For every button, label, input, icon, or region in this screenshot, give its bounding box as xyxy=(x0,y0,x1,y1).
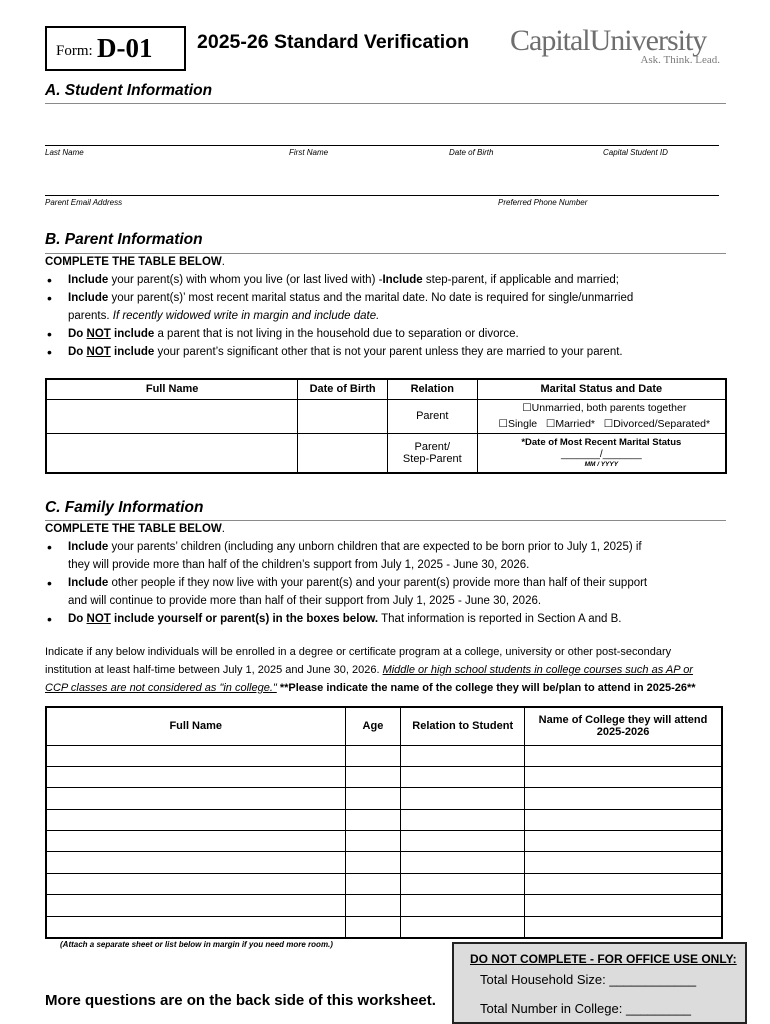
col-header: Relation to Student xyxy=(401,707,525,745)
marital-date-cell[interactable] xyxy=(477,433,726,473)
checkbox-single[interactable]: ☐Single xyxy=(498,418,538,430)
col-header: Name of College they will attend 2025-2026 xyxy=(525,707,722,745)
parent-2-name-cell[interactable] xyxy=(46,433,298,473)
contact-info-line[interactable] xyxy=(45,195,719,196)
logo-tagline: Ask. Think. Lead. xyxy=(640,54,720,66)
office-use-heading: DO NOT COMPLETE - FOR OFFICE USE ONLY: xyxy=(470,952,737,966)
section-a-rule xyxy=(45,103,726,104)
section-b-bullets xyxy=(45,271,633,361)
university-logo xyxy=(510,24,730,68)
relation-parent: Parent xyxy=(387,399,477,433)
marital-date-label: *Date of Most Recent Marital Status xyxy=(521,436,682,448)
attach-note: (Attach a separate sheet or list below in margin if you need more room.) xyxy=(60,940,333,949)
list-item: • Include your parent(s) with whom you live (or last lived with) -Include step-parent, if applicable and married; xyxy=(45,271,633,289)
table-row xyxy=(46,745,722,766)
parent-2-dob-cell[interactable] xyxy=(298,433,388,473)
table-row xyxy=(46,831,722,852)
dob-caption: Date of Birth xyxy=(449,148,494,157)
last-name-caption: Last Name xyxy=(45,148,84,157)
col-header: Marital Status and Date xyxy=(477,379,726,399)
table-row xyxy=(46,873,722,894)
parent-email-caption: Parent Email Address xyxy=(45,198,123,207)
parent-table xyxy=(45,378,727,474)
checkbox-divorced[interactable]: ☐Divorced/Separated* xyxy=(603,418,711,430)
parent-1-dob-cell[interactable] xyxy=(298,399,388,433)
form-number: D-01 xyxy=(97,33,153,63)
section-c-instruction: COMPLETE THE TABLE BELOW. xyxy=(45,523,225,535)
col-header: Full Name xyxy=(46,379,298,399)
list-item: • Include your parents’ children (including any unborn children that are expected to be born prior to July 1, 2025) if they will provide more than half of the children’s support from July 1, 2025 - June 30, 2026. xyxy=(45,538,647,574)
total-household-size: Total Household Size: ____________ xyxy=(480,972,697,987)
table-row xyxy=(46,788,722,809)
section-b-instruction: COMPLETE THE TABLE BELOW. xyxy=(45,256,225,268)
list-item: • Include other people if they now live with your parent(s) and your parent(s) provide more than half of their support and will continue to provide more than half of their support from July 1, 2025 - June 30, 2026. xyxy=(45,574,647,610)
checkbox-married[interactable]: ☐Married* xyxy=(545,418,596,430)
marital-date-format: MM / YYYY xyxy=(584,460,619,468)
list-item: • Do NOT include yourself or parent(s) in the boxes below. That information is reported in Section A and B. xyxy=(45,610,647,628)
table-row xyxy=(46,895,722,916)
family-table xyxy=(45,706,723,939)
table-row xyxy=(46,852,722,873)
list-item: • Do NOT include your parent’s significant other that is not your parent unless they are married to your parent. xyxy=(45,343,633,361)
total-number-in-college: Total Number in College: _________ xyxy=(480,1001,692,1016)
office-use-box xyxy=(452,942,747,1024)
phone-caption: Preferred Phone Number xyxy=(498,198,588,207)
form-number-box xyxy=(45,26,186,71)
list-item: • Do NOT include a parent that is not living in the household due to separation or divorce. xyxy=(45,325,633,343)
table-row xyxy=(46,809,722,830)
list-item: • Include your parent(s)’ most recent marital status and the marital date. No date is required for single/unmarried parents. If recently widowed write in margin and include date. xyxy=(45,289,633,325)
section-a-heading: A. Student Information xyxy=(45,82,213,99)
col-header: Date of Birth xyxy=(298,379,388,399)
section-c-bullets xyxy=(45,538,647,628)
marital-date-blank[interactable]: _______/_______ xyxy=(561,448,642,460)
form-label: Form: xyxy=(56,43,93,59)
college-enrollment-paragraph: Indicate if any below individuals will be enrolled in a degree or certificate program at a college, university or other post-secondary institution at least half-time between July 1, 2025 and June 30, 2026. Middle or high school students in college courses such as AP or CCP classes are not considered as "in college." **Please indicate the name of the college they will be/plan to attend in 2025-26** xyxy=(45,646,696,694)
logo-name: CapitalUniversity xyxy=(510,24,707,57)
col-header: Relation xyxy=(387,379,477,399)
student-id-caption: Capital Student ID xyxy=(603,148,668,157)
page-title: 2025-26 Standard Verification xyxy=(197,31,470,53)
col-header: Age xyxy=(345,707,401,745)
col-header: Full Name xyxy=(46,707,345,745)
checkbox-unmarried[interactable]: ☐Unmarried, both parents together xyxy=(522,402,687,414)
first-name-caption: First Name xyxy=(289,148,329,157)
table-row xyxy=(46,916,722,937)
table-row xyxy=(46,766,722,787)
marital-status-options[interactable] xyxy=(477,399,726,433)
relation-step-parent: Parent/ Step-Parent xyxy=(387,433,477,473)
more-questions-note: More questions are on the back side of this worksheet. xyxy=(45,992,436,1009)
section-b-heading: B. Parent Information xyxy=(45,231,203,248)
parent-1-name-cell[interactable] xyxy=(46,399,298,433)
student-info-line[interactable] xyxy=(45,145,719,146)
section-c-heading: C. Family Information xyxy=(45,499,204,516)
